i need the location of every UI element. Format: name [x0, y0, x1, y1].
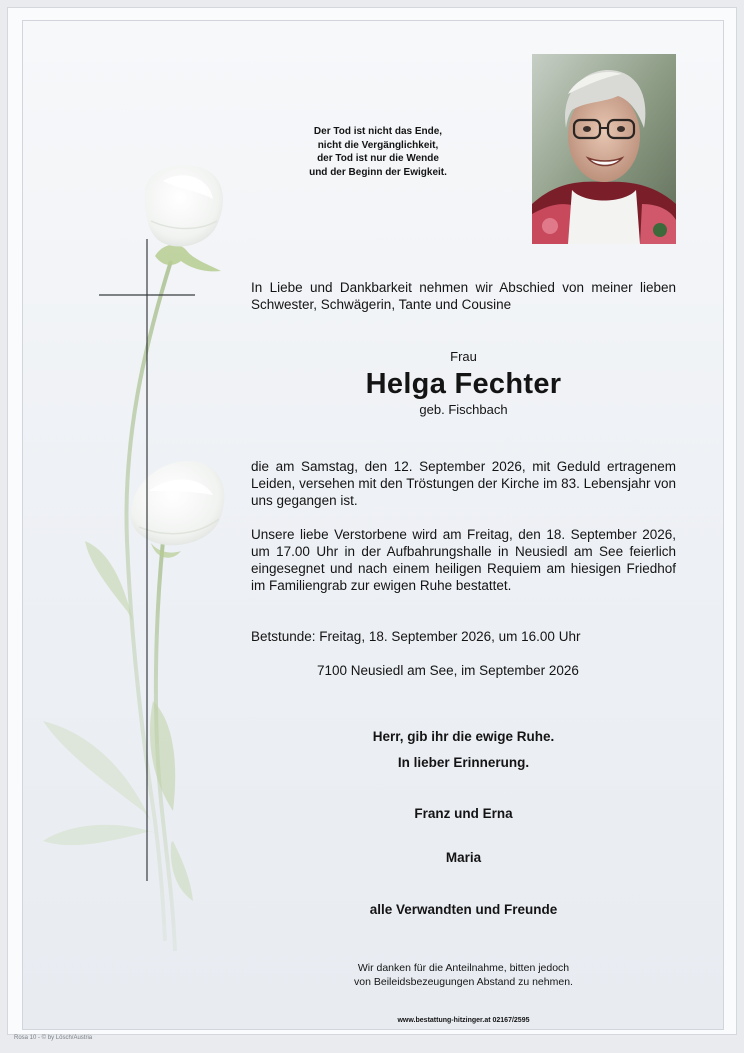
- quote-line: der Tod ist nur die Wende: [317, 153, 439, 164]
- portrait-photo: [532, 54, 676, 244]
- cross-icon: [99, 239, 195, 881]
- obituary-sheet: [8, 8, 736, 1034]
- closing-memory: In lieber Erinnerung.: [397, 755, 530, 770]
- mourner-line: Franz und Erna: [414, 806, 513, 821]
- obituary-panel: [22, 20, 724, 1030]
- quote-line: nicht die Vergänglichkeit,: [317, 139, 439, 151]
- template-code: Rosa 10 - © by Lösch/Austria: [14, 1035, 93, 1041]
- death-notice: die am Samstag, den 12. September 2026, mit Geduld ertragenem Leiden, versehen mit den Tröstungen der Kirche im 83. Lebensjahr von uns gegangen ist.: [251, 459, 676, 508]
- thanks-line: von Beileidsbezeugungen Abstand zu nehmen.: [354, 976, 573, 988]
- intro-text: In Liebe und Dankbarkeit nehmen wir Abschied von meiner lieben Schwester, Schwägerin, Tante und Cousine: [251, 280, 676, 312]
- mourner-line: Maria: [445, 850, 482, 865]
- name-prefix: Frau: [450, 349, 477, 364]
- deceased-block: [251, 349, 676, 418]
- thanks-line: Wir danken für die Anteilnahme, bitten jedoch: [357, 962, 570, 974]
- birth-name: geb. Fischbach: [419, 402, 508, 417]
- place-date: 7100 Neusiedl am See, im September 2026: [317, 663, 579, 678]
- mourner-line: alle Verwandten und Freunde: [369, 902, 558, 917]
- funeral-notice: Unsere liebe Verstorbene wird am Freitag, den 18. September 2026, um 17.00 Uhr in der Aufbahrungshalle in Neusiedl am See feierlich eingesegnet und nach einem heiligen Requiem am hiesigen Friedhof im Familiengrab zur ewigen Ruhe bestattet.: [251, 527, 676, 593]
- rosary-info: Betstunde: Freitag, 18. September 2026, um 16.00 Uhr: [251, 629, 581, 644]
- funeral-home-contact: www.bestattung-hitzinger.at 02167/2595: [397, 1017, 530, 1024]
- thanks-note: [251, 961, 676, 989]
- quote-line: Der Tod ist nicht das Ende,: [313, 126, 443, 137]
- deceased-name: Helga Fechter: [365, 368, 562, 400]
- memorial-quote: [263, 125, 493, 179]
- closing-prayer: Herr, gib ihr die ewige Ruhe.: [372, 729, 555, 744]
- quote-line: und der Beginn der Ewigkeit.: [309, 166, 447, 178]
